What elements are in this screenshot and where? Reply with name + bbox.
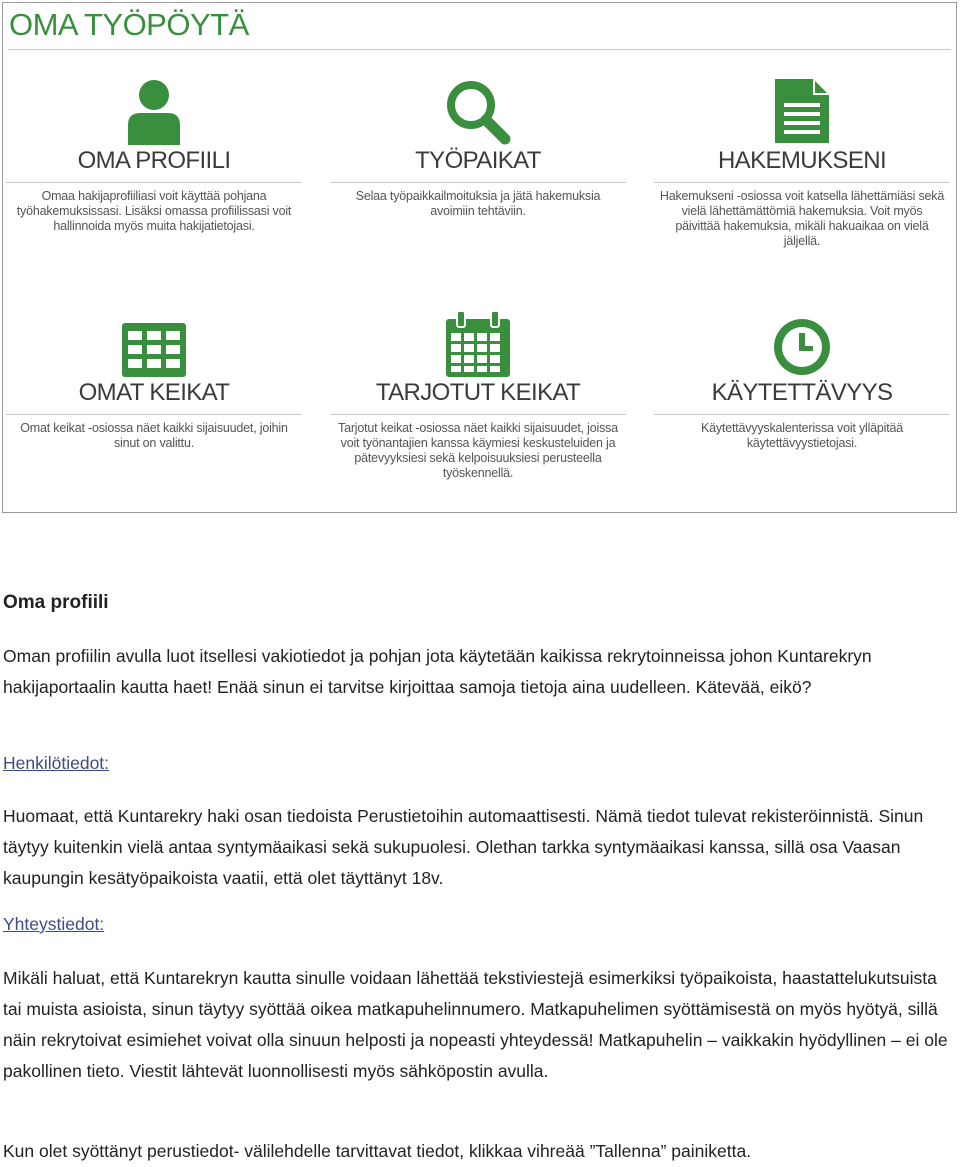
contact-info-heading: Yhteystiedot: [3, 914, 105, 934]
tile-oma-profiili[interactable] [6, 73, 302, 263]
tile-tarjotut-keikat[interactable] [330, 305, 626, 495]
tile-description: Hakemukseni -osiossa voit katsella lähettämiäsi sekä vielä lähettämättömiä hakemuksia. Voit myös päivittää hakemuksia, mikäli hakuaikaa on vielä jäljellä. [659, 189, 945, 248]
tile-divider [6, 182, 302, 183]
tile-description: Käytettävyyskalenterissa voit ylläpitää käytettävyystietojasi. [700, 421, 904, 450]
personal-info-paragraph: Huomaat, että Kuntarekry haki osan tiedoista Perustietoihin automaattisesti. Nämä tiedot tulevat rekisteröinnistä. Sinun täytyy kuitenkin vielä antaa syntymäaikasi sekä sukupuolesi. Olethan tarkka syntymäaikasi kanssa, sillä osa Vaasan kaupungin kesätyöpaikoista vaatii, että olet täyttänyt 18v. [3, 806, 924, 888]
grid-icon [122, 323, 186, 377]
tile-divider [330, 182, 626, 183]
calendar-icon [446, 311, 510, 377]
tile-description: Omaa hakijaprofiiliasi voit käyttää pohjana työhakemuksissasi. Lisäksi omassa profiilissasi voit hallinnoida myös muita hakijatietojasi. [16, 189, 292, 233]
tile-tyopaikat[interactable] [330, 73, 626, 263]
tile-omat-keikat[interactable] [6, 305, 302, 495]
tile-title: KÄYTETTÄVYYS [711, 379, 893, 406]
tile-hakemukseni[interactable] [654, 73, 950, 263]
tile-description: Selaa työpaikkailmoituksia ja jätä hakemuksia avoimiin tehtäviin. [355, 189, 601, 218]
tile-title: OMAT KEIKAT [78, 379, 230, 406]
closing-paragraph: Kun olet syöttänyt perustiedot- välilehdelle tarvittavat tiedot, klikkaa vihreää ”Tallenna” painiketta. [3, 1141, 752, 1161]
tile-title: HAKEMUKSENI [717, 147, 887, 174]
tile-title: TARJOTUT KEIKAT [375, 379, 581, 406]
dashboard-title: OMA TYÖPÖYTÄ [9, 7, 249, 42]
tile-title: OMA PROFIILI [77, 147, 231, 174]
person-icon [124, 79, 184, 145]
search-icon [445, 79, 511, 145]
tile-divider [6, 414, 302, 415]
contact-info-paragraph: Mikäli haluat, että Kuntarekryn kautta sinulle voidaan lähettää tekstiviestejä esimerkiksi työpaikoista, haastattelukutsuista tai muista asioista, sinun täytyy syöttää oikea matkapuhelinnumero. Matkapuhelimen syöttämisestä on myös hyötyä, sillä näin rekrytoivat esimiehet voivat olla sinuun helposti ja nopeasti yhteydessä! Matkapuhelin – vaikkakin hyödyllinen – ei ole pakollinen tieto. Viestit lähtevät luonnollisesti myös sähköpostin avulla. [3, 968, 948, 1081]
title-divider [8, 49, 951, 50]
tile-divider [654, 182, 950, 183]
tile-description: Omat keikat -osiossa näet kaikki sijaisuudet, joihin sinut on valittu. [20, 421, 288, 450]
document-icon [773, 77, 831, 145]
tile-divider [654, 414, 950, 415]
dashboard-panel [2, 2, 957, 513]
intro-paragraph: Oman profiilin avulla luot itsellesi vakiotiedot ja pohjan jota käytetään kaikissa rekrytoinneissa johon Kuntarekryn hakijaportaalin kautta haet! Enää sinun ei tarvitse kirjoittaa samoja tietoja aina uudelleen. Kätevää, eikö? [3, 646, 872, 697]
tile-title: TYÖPAIKAT [415, 147, 541, 174]
tile-kaytettavyys[interactable] [654, 305, 950, 495]
personal-info-heading: Henkilötiedot: [3, 753, 110, 773]
clock-icon [772, 317, 832, 377]
tile-description: Tarjotut keikat -osiossa näet kaikki sijaisuudet, joissa voit työnantajien kanssa käymiesi keskusteluiden ja pätevyyksiesi sekä kelpoisuuksiesi perusteella työskennellä. [338, 421, 618, 480]
section-heading: Oma profiili [3, 592, 109, 613]
tile-divider [330, 414, 626, 415]
